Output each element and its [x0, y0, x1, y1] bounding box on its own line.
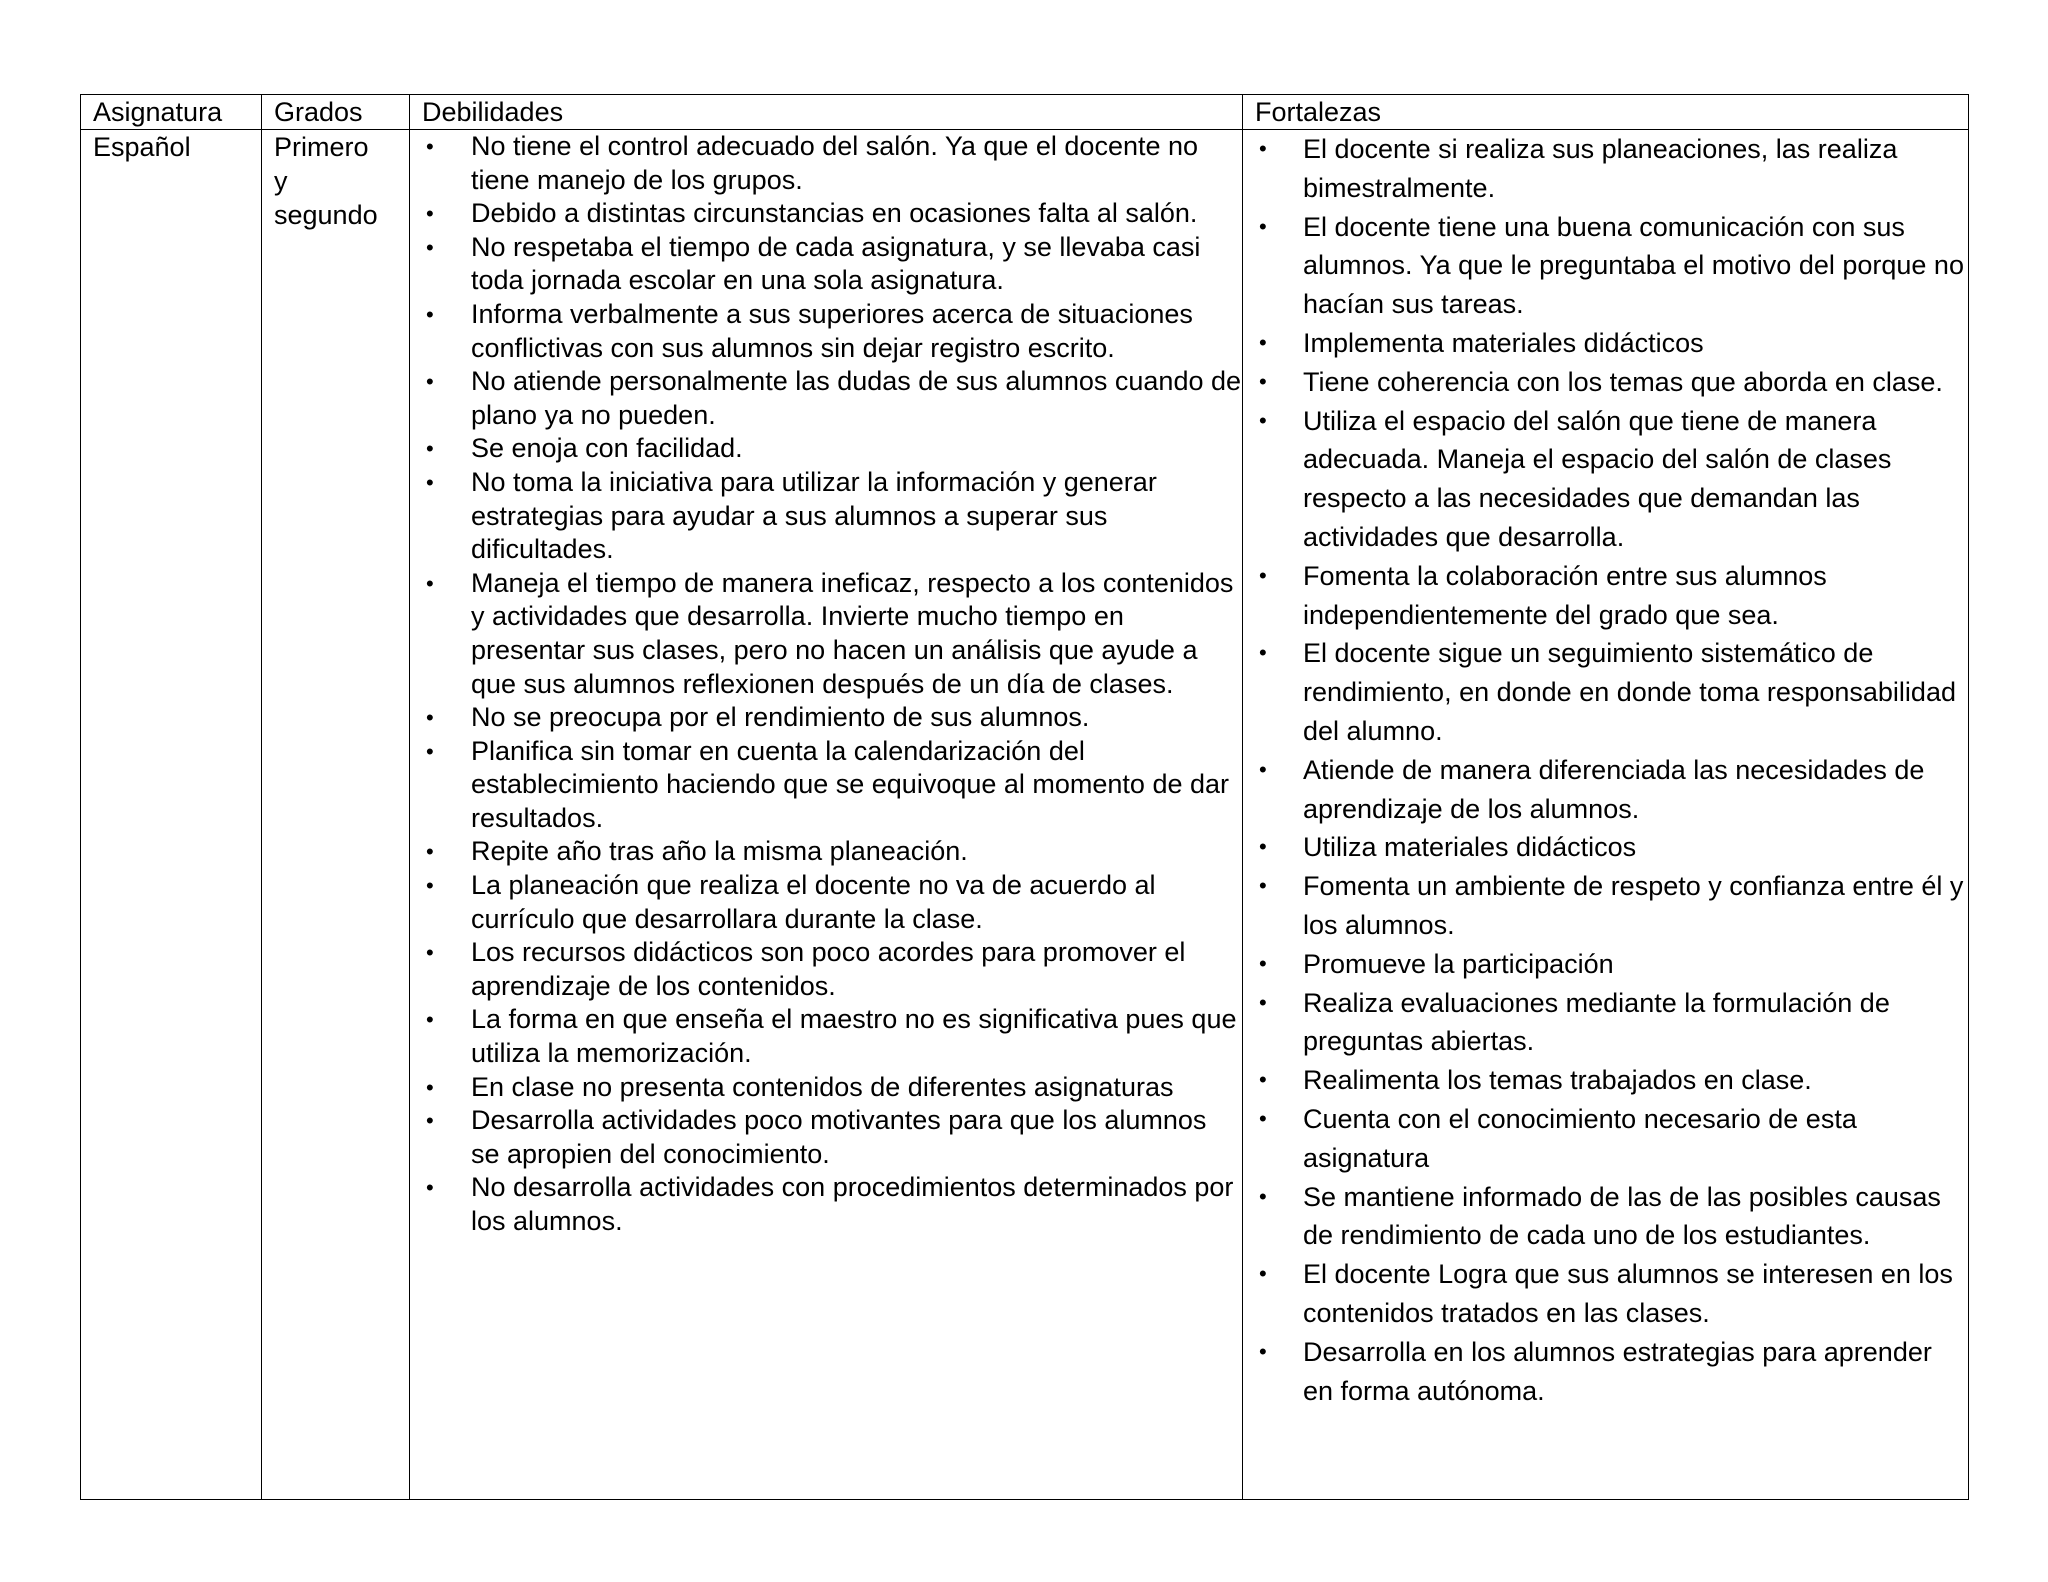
strength-item [1243, 363, 1968, 402]
weakness-item-text: No atiende personalmente las dudas de sus alumnos cuando de plano ya no pueden. [471, 366, 1242, 430]
weakness-item-text: La forma en que enseña el maestro no es significativa pues que utiliza la memorización. [471, 1004, 1237, 1069]
strength-item [1243, 130, 1968, 208]
header-weaknesses: Debilidades [410, 95, 1243, 130]
weakness-item-text: Debido a distintas circunstancias en ocasiones falta al salón. [471, 198, 1198, 229]
weakness-item-text: La planeación que realiza el docente no va de acuerdo al currículo que desarrollara durante la clase. [471, 870, 1156, 934]
bullet-icon: • [426, 436, 434, 462]
strength-item [1243, 1333, 1968, 1411]
strength-item-text: Utiliza el espacio del salón que tiene de manera adecuada. Maneja el espacio del salón de clases respecto a las necesidades que demandan las actividades que desarrolla. [1303, 405, 1892, 552]
weakness-item-text: En clase no presenta contenidos de diferentes asignaturas [471, 1071, 1174, 1102]
strength-item-text: El docente tiene una buena comunicación con sus alumnos. Ya que le preguntaba el motivo del porque no hacían sus tareas. [1303, 211, 1964, 320]
strength-item [1243, 984, 1968, 1062]
bullet-icon: • [1259, 407, 1267, 433]
weakness-item [410, 567, 1242, 701]
bullet-icon: • [426, 1108, 434, 1134]
bullet-icon: • [1259, 136, 1267, 161]
strength-item [1243, 208, 1968, 324]
bullet-icon: • [426, 570, 434, 596]
weakness-item [410, 197, 1242, 231]
weaknesses-list [410, 130, 1242, 1239]
weakness-item-text: Maneja el tiempo de manera ineficaz, respecto a los contenidos y actividades que desarrolla. Invierte mucho tiempo en presentar sus clases, pero no hacen un análisis que ayude a que sus alumnos reflexionen después de un día de clases. [471, 567, 1234, 699]
bullet-icon: • [426, 1175, 434, 1201]
bullet-icon: • [1259, 562, 1267, 588]
weakness-item [410, 432, 1242, 466]
bullet-icon: • [1259, 1067, 1267, 1093]
bullet-icon: • [1259, 640, 1267, 666]
strength-item [1243, 751, 1968, 829]
strength-item [1243, 945, 1968, 984]
weakness-item-text: No toma la iniciativa para utilizar la información y generar estrategias para ayudar a sus alumnos a superar sus dificultades. [471, 466, 1157, 565]
strength-item-text: El docente si realiza sus planeaciones, las realiza bimestralmente. [1303, 134, 1898, 203]
strength-item-text: Realimenta los temas trabajados en clase. [1303, 1065, 1812, 1096]
bullet-icon: • [426, 705, 434, 731]
strength-item [1243, 402, 1968, 557]
bullet-icon: • [1259, 989, 1267, 1015]
bullet-icon: • [426, 940, 434, 966]
weakness-item [410, 466, 1242, 567]
bullet-icon: • [1259, 368, 1267, 394]
weaknesses-cell [410, 130, 1243, 1500]
header-strengths: Fortalezas [1243, 95, 1969, 130]
header-grades: Grados [262, 95, 410, 130]
weakness-item-text: No se preocupa por el rendimiento de sus alumnos. [471, 702, 1090, 733]
strength-item-text: Realiza evaluaciones mediante la formulación de preguntas abiertas. [1303, 987, 1890, 1057]
strength-item [1243, 828, 1968, 867]
bullet-icon: • [1259, 1105, 1267, 1131]
strength-item [1243, 1178, 1968, 1256]
bullet-icon: • [1259, 1183, 1267, 1209]
strength-item [1243, 1100, 1968, 1178]
grades-cell [262, 130, 410, 1500]
weakness-item [410, 835, 1242, 869]
strength-item-text: Desarrolla en los alumnos estrategias para aprender en forma autónoma. [1303, 1336, 1932, 1406]
strength-item-text: Cuenta con el conocimiento necesario de esta asignatura [1303, 1103, 1857, 1173]
weakness-item-text: Repite año tras año la misma planeación. [471, 836, 968, 867]
strength-item [1243, 634, 1968, 750]
strengths-cell [1243, 130, 1969, 1500]
weakness-item-text: Se enoja con facilidad. [471, 433, 743, 464]
grade-line: segundo [274, 200, 378, 230]
bullet-icon: • [426, 369, 434, 395]
strength-item-text: Fomenta un ambiente de respeto y confianza entre él y los alumnos. [1303, 871, 1964, 940]
strength-item-text: El docente Logra que sus alumnos se interesen en los contenidos tratados en las clases. [1303, 1259, 1953, 1328]
bullet-icon: • [426, 839, 434, 865]
bullet-icon: • [426, 201, 434, 227]
bullet-icon: • [426, 469, 434, 495]
bullet-icon: • [426, 234, 434, 260]
weakness-item [410, 130, 1242, 197]
grade-line: y [274, 166, 288, 196]
weakness-item-text: No desarrolla actividades con procedimientos determinados por los alumnos. [471, 1172, 1234, 1236]
strength-item [1243, 557, 1968, 635]
strength-item [1243, 867, 1968, 945]
strength-item [1243, 1061, 1968, 1100]
bullet-icon: • [426, 1074, 434, 1100]
bullet-icon: • [426, 1007, 434, 1033]
strength-item-text: Fomenta la colaboración entre sus alumnos independientemente del grado que sea. [1303, 560, 1827, 630]
weakness-item [410, 701, 1242, 735]
weakness-item [410, 298, 1242, 365]
bullet-icon: • [1259, 213, 1267, 239]
table-row [81, 130, 1969, 1500]
weakness-item-text: No respetaba el tiempo de cada asignatura, y se llevaba casi toda jornada escolar en una sola asignatura. [471, 231, 1201, 296]
strength-item-text: Utiliza materiales didácticos [1303, 832, 1637, 863]
strength-item-text: Tiene coherencia con los temas que aborda en clase. [1303, 366, 1943, 397]
strength-item-text: Se mantiene informado de las de las posibles causas de rendimiento de cada uno de los estudiantes. [1303, 1181, 1941, 1251]
bullet-icon: • [1259, 1338, 1267, 1364]
grade-line: Primero [274, 132, 369, 162]
weakness-item [410, 936, 1242, 1003]
bullet-icon: • [1259, 756, 1267, 782]
weakness-item [410, 735, 1242, 836]
bullet-icon: • [1259, 329, 1267, 355]
bullet-icon: • [1259, 834, 1267, 860]
weakness-item [410, 231, 1242, 298]
strength-item-text: Implementa materiales didácticos [1303, 327, 1704, 358]
bullet-icon: • [426, 873, 434, 899]
weakness-item-text: Informa verbalmente a sus superiores acerca de situaciones conflictivas con sus alumnos sin dejar registro escrito. [471, 298, 1193, 363]
weakness-item-text: Desarrolla actividades poco motivantes para que los alumnos se apropien del conocimiento. [471, 1105, 1207, 1169]
header-subject: Asignatura [81, 95, 262, 130]
bullet-icon: • [426, 301, 434, 327]
strengths-list [1243, 130, 1968, 1410]
strength-item [1243, 1255, 1968, 1333]
weakness-item-text: No tiene el control adecuado del salón. Ya que el docente no tiene manejo de los grupos. [471, 131, 1199, 195]
strength-item-text: Atiende de manera diferenciada las necesidades de aprendizaje de los alumnos. [1303, 754, 1925, 824]
weakness-item-text: Planifica sin tomar en cuenta la calendarización del establecimiento haciendo que se equivoque al momento de dar resultados. [471, 735, 1230, 833]
header-row [81, 95, 1969, 130]
subject-text: Español [93, 132, 191, 162]
strength-item-text: Promueve la participación [1303, 948, 1614, 979]
bullet-icon: • [1259, 950, 1267, 976]
strength-item [1243, 324, 1968, 363]
strength-item-text: El docente sigue un seguimiento sistemático de rendimiento, en donde en donde toma responsabilidad del alumno. [1303, 638, 1956, 746]
bullet-icon: • [426, 738, 434, 764]
bullet-icon: • [1259, 1261, 1267, 1287]
weakness-item [410, 365, 1242, 432]
weakness-item [410, 1003, 1242, 1070]
subject-cell [81, 130, 262, 1500]
weakness-item [410, 1071, 1242, 1105]
weakness-item [410, 1171, 1242, 1238]
evaluation-table [80, 94, 1969, 1500]
weakness-item [410, 869, 1242, 936]
weakness-item-text: Los recursos didácticos son poco acordes para promover el aprendizaje de los contenidos. [471, 937, 1186, 1001]
bullet-icon: • [426, 134, 434, 159]
weakness-item [410, 1104, 1242, 1171]
bullet-icon: • [1259, 873, 1267, 899]
